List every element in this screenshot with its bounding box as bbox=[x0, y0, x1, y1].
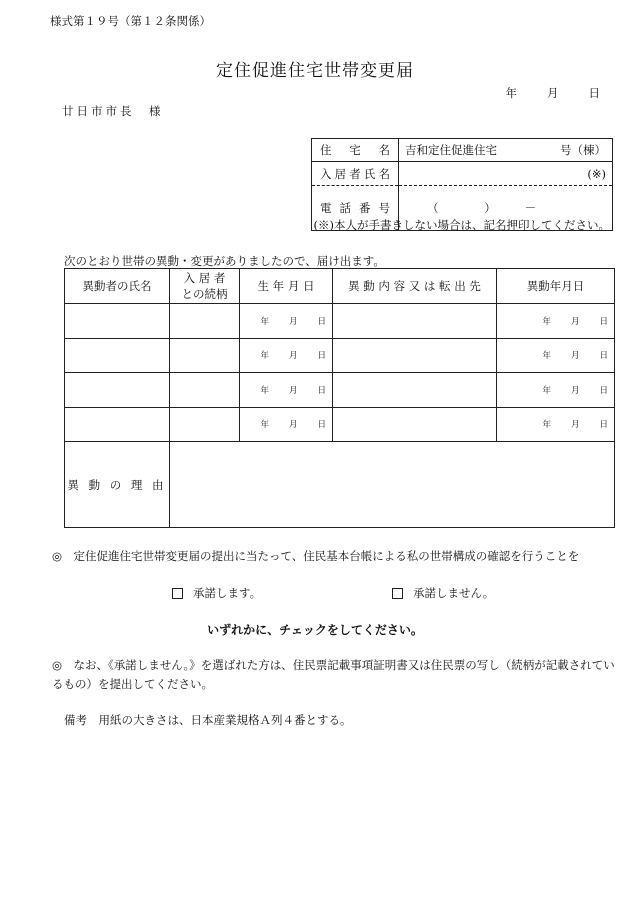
day-label: 日 bbox=[599, 385, 608, 396]
date-year-label: 年 bbox=[505, 86, 517, 100]
month-label: 月 bbox=[570, 385, 580, 396]
month-label: 月 bbox=[288, 316, 298, 327]
change-date-cell[interactable] bbox=[497, 373, 615, 408]
year-label: 年 bbox=[260, 316, 269, 327]
header-relation-line2: との続柄 bbox=[181, 287, 228, 301]
relation-cell[interactable] bbox=[170, 304, 240, 339]
decline-checkbox[interactable] bbox=[392, 588, 403, 599]
day-label: 日 bbox=[317, 351, 326, 362]
decline-label: 承諾しません。 bbox=[413, 586, 495, 600]
day-label: 日 bbox=[599, 316, 608, 327]
day-label: 日 bbox=[317, 316, 326, 327]
change-content-cell[interactable] bbox=[333, 304, 497, 339]
header-relation-line1: 入 居 者 bbox=[183, 271, 226, 285]
resident-name-label: 入居者氏名 bbox=[312, 162, 399, 186]
year-label: 年 bbox=[542, 420, 551, 431]
year-label: 年 bbox=[542, 351, 551, 362]
submission-date[interactable] bbox=[506, 85, 601, 101]
year-label: 年 bbox=[542, 385, 551, 396]
accept-label: 承諾します。 bbox=[193, 586, 262, 600]
decline-notice: ◎ なお、《承諾しません。》を選ばれた方は、住民票記載事項証明書又は住民票の写し（続柄が記載されているもの）を提出してください。 bbox=[52, 658, 615, 691]
year-label: 年 bbox=[260, 351, 269, 362]
table-row bbox=[65, 304, 615, 339]
birth-date-cell[interactable] bbox=[240, 373, 333, 408]
name-cell[interactable] bbox=[65, 373, 170, 408]
birth-date-cell[interactable] bbox=[240, 304, 333, 339]
signature-mark: (※) bbox=[587, 166, 606, 181]
date-day-label: 日 bbox=[588, 86, 600, 100]
form-number: 様式第１９号（第１２条関係） bbox=[50, 14, 211, 28]
change-content-cell[interactable] bbox=[333, 407, 497, 442]
name-cell[interactable] bbox=[65, 407, 170, 442]
header-change-date: 異動年月日 bbox=[497, 269, 615, 304]
decline-option[interactable] bbox=[392, 585, 494, 601]
resident-name-field[interactable] bbox=[399, 162, 613, 186]
day-label: 日 bbox=[317, 385, 326, 396]
date-month-label: 月 bbox=[547, 86, 559, 100]
phone-label: 電話番号 bbox=[312, 186, 399, 231]
header-relation bbox=[170, 269, 240, 304]
name-cell[interactable] bbox=[65, 304, 170, 339]
accept-checkbox[interactable] bbox=[172, 588, 183, 599]
document-title: 定住促進住宅世帯変更届 bbox=[216, 61, 414, 81]
month-label: 月 bbox=[288, 385, 298, 396]
birth-date-cell[interactable] bbox=[240, 338, 333, 373]
table-row bbox=[65, 338, 615, 373]
reason-field[interactable] bbox=[170, 442, 615, 528]
consent-question: ◎ 定住促進住宅世帯変更届の提出に当たって、住民基本台帳による私の世帯構成の確認を行うことを bbox=[52, 549, 580, 563]
header-birth-date: 生 年 月 日 bbox=[240, 269, 333, 304]
month-label: 月 bbox=[288, 420, 298, 431]
day-label: 日 bbox=[317, 420, 326, 431]
signature-note: (※)本人が手書きしない場合は、記名押印してください。 bbox=[313, 218, 610, 232]
month-label: 月 bbox=[570, 351, 580, 362]
housing-name-value: 吉和定住促進住宅 bbox=[405, 143, 497, 157]
name-cell[interactable] bbox=[65, 338, 170, 373]
header-name: 異動者の氏名 bbox=[65, 269, 170, 304]
relation-cell[interactable] bbox=[170, 373, 240, 408]
intro-text: 次のとおり世帯の異動・変更がありましたので、届け出ます。 bbox=[64, 254, 385, 268]
table-row bbox=[65, 407, 615, 442]
month-label: 月 bbox=[288, 351, 298, 362]
relation-cell[interactable] bbox=[170, 407, 240, 442]
accept-option[interactable] bbox=[172, 585, 261, 601]
change-date-cell[interactable] bbox=[497, 338, 615, 373]
check-instruction: いずれかに、チェックをしてください。 bbox=[207, 623, 423, 637]
header-change-content: 異 動 内 容 又 は 転 出 先 bbox=[333, 269, 497, 304]
change-content-cell[interactable] bbox=[333, 373, 497, 408]
birth-date-cell[interactable] bbox=[240, 407, 333, 442]
change-date-cell[interactable] bbox=[497, 407, 615, 442]
addressee: 廿日市市長 様 bbox=[62, 104, 164, 118]
change-content-cell[interactable] bbox=[333, 338, 497, 373]
household-changes-table bbox=[64, 268, 615, 528]
table-row bbox=[65, 373, 615, 408]
phone-format: （ ） － bbox=[426, 201, 537, 215]
year-label: 年 bbox=[542, 316, 551, 327]
day-label: 日 bbox=[599, 420, 608, 431]
change-date-cell[interactable] bbox=[497, 304, 615, 339]
relation-cell[interactable] bbox=[170, 338, 240, 373]
day-label: 日 bbox=[599, 351, 608, 362]
year-label: 年 bbox=[260, 420, 269, 431]
housing-unit-label: 号（棟） bbox=[560, 143, 606, 157]
month-label: 月 bbox=[570, 420, 580, 431]
month-label: 月 bbox=[570, 316, 580, 327]
year-label: 年 bbox=[260, 385, 269, 396]
housing-name-field[interactable] bbox=[399, 139, 613, 162]
housing-name-label: 住 宅 名 bbox=[312, 139, 399, 162]
reason-label: 異 動 の 理 由 bbox=[65, 442, 170, 528]
remarks: 備考 用紙の大きさは、日本産業規格Ａ列４番とする。 bbox=[64, 713, 352, 727]
